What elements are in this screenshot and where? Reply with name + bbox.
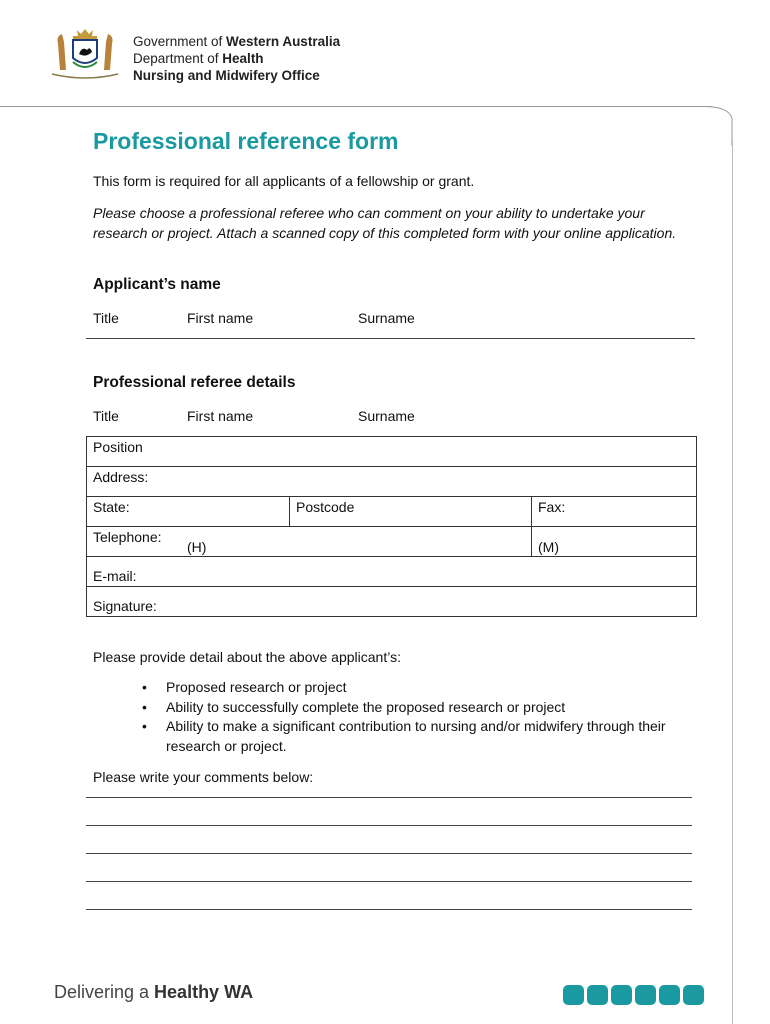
referee-surname-label: Surname <box>358 408 415 424</box>
agency-line-2: Department of Health <box>133 51 264 66</box>
fax-label: Fax: <box>538 499 566 515</box>
frame-top-border <box>0 106 712 107</box>
address-field[interactable] <box>87 467 697 497</box>
referee-first-name-label: First name <box>187 408 254 424</box>
footer-squares-icon <box>563 985 704 1005</box>
intro-text: This form is required for all applicants of a fellowship or grant. <box>93 173 475 189</box>
referee-details-table <box>86 436 697 617</box>
instruction-text: Please choose a professional referee who can comment on your ability to undertake your research or project. Attach a scanned copy of this completed form with your online application. <box>93 205 677 241</box>
bullet-icon: • <box>142 718 147 734</box>
comment-line-3[interactable] <box>86 853 692 854</box>
email-label: E-mail: <box>93 568 137 584</box>
applicant-heading: Applicant’s name <box>93 276 221 293</box>
postcode-field[interactable] <box>290 497 532 527</box>
details-prompt: Please provide detail about the above applicant’s: <box>93 649 401 665</box>
frame-right-border <box>732 140 733 1024</box>
home-phone-label: (H) <box>187 539 207 555</box>
list-item: • Ability to make a significant contribution to nursing and/or midwifery through their research or project. <box>142 718 666 754</box>
applicant-name-field[interactable] <box>86 338 695 339</box>
state-label: State: <box>93 499 130 515</box>
agency-line-3: Nursing and Midwifery Office <box>133 68 320 83</box>
comment-line-1[interactable] <box>86 797 692 798</box>
form-title: Professional reference form <box>93 128 399 154</box>
agency-line-1: Government of Western Australia <box>133 34 341 49</box>
referee-title-label: Title <box>93 408 119 424</box>
frame-corner <box>704 106 734 146</box>
signature-field[interactable] <box>87 587 697 617</box>
comment-line-2[interactable] <box>86 825 692 826</box>
referee-heading: Professional referee details <box>93 374 296 391</box>
details-bullet-list <box>140 678 700 756</box>
footer-tagline: Delivering a Healthy WA <box>54 982 254 1002</box>
comment-line-4[interactable] <box>86 881 692 882</box>
mobile-phone-label: (M) <box>538 539 559 555</box>
list-item: • Proposed research or project <box>140 678 700 698</box>
position-label: Position <box>93 439 143 455</box>
applicant-first-name-label: First name <box>187 310 254 326</box>
telephone-label: Telephone: <box>93 529 162 545</box>
bullet-icon: • <box>142 679 147 695</box>
applicant-title-label: Title <box>93 310 119 326</box>
postcode-label: Postcode <box>296 499 355 515</box>
position-field[interactable] <box>87 437 697 467</box>
applicant-surname-label: Surname <box>358 310 415 326</box>
telephone-mobile-field[interactable] <box>532 527 697 557</box>
wa-crest-logo <box>46 24 124 80</box>
comment-line-5[interactable] <box>86 909 692 910</box>
fax-field[interactable] <box>532 497 697 527</box>
agency-header <box>133 33 340 84</box>
list-item: • Ability to successfully complete the proposed research or project <box>140 698 700 718</box>
comments-prompt: Please write your comments below: <box>93 769 314 785</box>
bullet-icon: • <box>142 698 147 715</box>
email-field[interactable] <box>87 557 697 587</box>
address-label: Address: <box>93 469 149 485</box>
state-field[interactable] <box>87 497 290 527</box>
telephone-home-field[interactable] <box>87 527 532 557</box>
signature-label: Signature: <box>93 598 157 614</box>
